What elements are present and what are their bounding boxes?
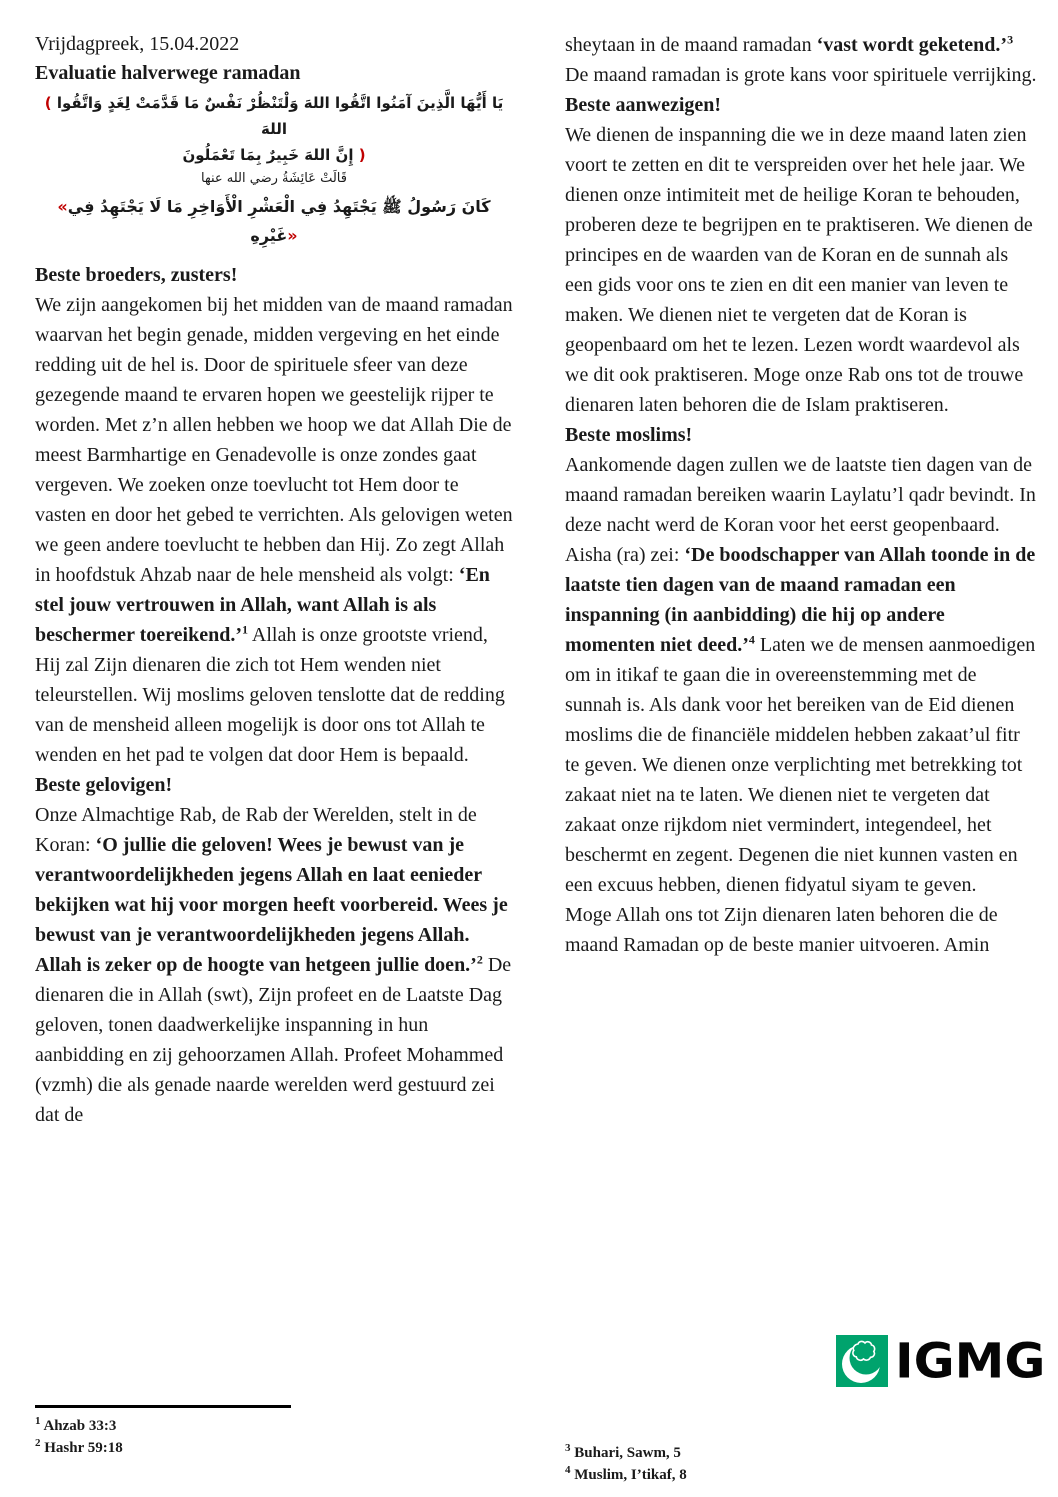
arabic-hadith-line [35, 192, 513, 250]
paragraph [565, 900, 1037, 960]
open-bracket: ( [44, 94, 52, 112]
footnote-text: Ahzab 33:3 [43, 1418, 117, 1434]
left-column [35, 30, 513, 1130]
text-segment: Beste moslims! [565, 424, 693, 446]
footnote-number: 3 [565, 1442, 571, 1454]
text-segment: We zijn aangekomen bij het midden van de maand ramadan waarvan het begin genade, midden vergeving en het einde redding uit de hel is. Door de spirituele sfeer van deze gezegende maand te ervaren hopen we geestelijk rijper te worden. Met z’n allen hebben we hoop we dat Allah Die de meest Barmhartige en Genadevolle is onze zondes gaat vergeven. We zoeken onze toevlucht tot Hem door te vasten en door het gebed te verrichten. Als gelovigen weten we geen andere toevlucht te hebben dan Hij. Zo zegt Allah in hoofdstuk Ahzab naar de hele mensheid als volgt: [35, 294, 513, 586]
text-segment: Moge Allah ons tot Zijn dienaren laten behoren die de maand Ramadan op de beste manier uitvoeren. Amin [565, 904, 998, 956]
text-segment: Beste aanwezigen! [565, 94, 722, 116]
text-segment: Allah is onze grootste vriend, Hij zal Zijn dienaren die zich tot Hem wenden niet teleurstellen. Wij moslims geloven tenslotte dat de redding van de mensheid alleen mogelijk is door ons tot Allah te wenden en het pad te volgen dat door Hem is bepaald. [35, 624, 505, 766]
footnote-number: 2 [35, 1437, 41, 1449]
section-heading [565, 90, 1037, 120]
arabic-quote-block [35, 90, 513, 250]
footnote-item [565, 1442, 687, 1464]
footnote-item [35, 1437, 291, 1459]
igmg-logo [836, 1335, 1045, 1387]
page-title: Evaluatie halverwege ramadan [35, 62, 301, 84]
arabic-verse-text-1: يَا أَيُّهَا الَّذِينَ آمَنُوا اتَّقُوا اللهَ وَلْتَنْظُرْ نَفْسٌ مَا قَدَّمَتْ لِغَدٍ وَاتَّقُوا اللهَ [56, 94, 504, 138]
text-segment: De maand ramadan is grote kans voor spirituele verrijking. [565, 64, 1037, 86]
paragraph [565, 450, 1037, 900]
guillemet-open: « [57, 197, 68, 216]
arabic-verse-line-2 [35, 142, 513, 168]
right-column-text [565, 30, 1037, 960]
paragraph [565, 120, 1037, 420]
arabic-verse-text-2: إِنَّ اللهَ خَبِيرٌ بِمَا تَعْمَلُونَ [182, 146, 354, 164]
text-segment: Beste gelovigen! [35, 774, 173, 796]
footnote-ref: 2 [476, 952, 483, 967]
section-heading [565, 420, 1037, 450]
text-segment: Beste broeders, zusters! [35, 264, 238, 286]
paragraph [565, 60, 1037, 90]
left-column-text [35, 260, 513, 1130]
footnote-number: 1 [35, 1415, 41, 1427]
arabic-verse-line-1 [35, 90, 513, 142]
paragraph [565, 30, 1037, 60]
right-column [565, 30, 1037, 960]
footnote-item [565, 1464, 687, 1486]
date-line: Vrijdagpreek, 15.04.2022 [35, 33, 240, 55]
footnote-text: Muslim, I’tikaf, 8 [574, 1467, 687, 1483]
footnote-number: 4 [565, 1464, 571, 1476]
igmg-wordmark: IGMG [895, 1333, 1046, 1389]
footnote-text: Hashr 59:18 [44, 1440, 123, 1456]
arabic-narrator-line: قَالَتْ عَائِشَةُ رضي الله عنها [201, 171, 347, 186]
paragraph [35, 290, 513, 770]
arabic-hadith-text: كَانَ رَسُولُ ﷺ يَجْتَهِدُ فِي الْعَشْرِ الْأَوَاخِرِ مَا لَا يَجْتَهِدُ فِي غَيْرِهِ [67, 197, 491, 245]
igmg-crescent-icon [836, 1335, 888, 1387]
paragraph [35, 800, 513, 1130]
footnote-ref: 1 [241, 622, 248, 637]
text-segment: We dienen de inspanning die we in deze maand laten zien voort te zetten en dit te verspreiden over het hele jaar. We dienen onze intimiteit met de heilige Koran te behouden, proberen deze te begrijpen en te praktiseren. We dienen de principes en de waarden van de Koran en de sunnah als een gids voor ons te zien en dit een manier van leven te maken. We dienen niet te vergeten dat de Koran is geopenbaard om het te lezen. Lezen wordt waardevol als we dit ook praktiseren. Moge onze Rab ons tot de trouwe dienaren laten behoren die de Islam praktiseren. [565, 124, 1033, 416]
text-segment: ‘O jullie die geloven! Wees je bewust van je verantwoordelijkheden jegens Allah en laat eenieder bekijken wat hij voor morgen heeft voorbereid. Wees je bewust van je verantwoordelijkheden jegens Allah. Allah is zeker op de hoogte van hetgeen jullie doen.’ [35, 834, 508, 976]
text-segment: ‘vast wordt geketend.’ [816, 34, 1008, 56]
guillemet-close: » [287, 226, 298, 245]
text-segment: ‘En stel jouw vertrouwen in Allah, want Allah is als beschermer toereikend.’ [35, 564, 490, 646]
footnotes-right [565, 1442, 687, 1486]
text-segment: Laten we de mensen aanmoedigen om in itikaf te gaan die in overeenstemming met de sunnah is. Als dank voor het bereiken van de Eid dienen moslims die de financiële middelen hebben zakaat’ul fitr te geven. We dienen onze verplichting met betrekking tot zakaat niet na te laten. We dienen niet te vergeten dat zakaat onze rijkdom niet vermindert, integendeel, het beschermt en zegent. Degenen die niet kunnen vasten en een excuus hebben, dienen fidyatul siyam te geven. [565, 634, 1036, 896]
close-bracket: ) [358, 146, 366, 164]
footnote-ref: 4 [748, 632, 755, 647]
text-segment: ‘De boodschapper van Allah toonde in de laatste tien dagen van de maand ramadan een inspanning (in aanbidding) die hij op andere momenten niet deed.’ [565, 544, 1036, 656]
text-segment: Onze Almachtige Rab, de Rab der Werelden, stelt in de Koran: [35, 804, 477, 856]
footnote-divider [35, 1405, 291, 1408]
footnote-ref: 3 [1007, 32, 1014, 47]
footnote-text: Buhari, Sawm, 5 [574, 1445, 681, 1461]
footnotes-left [35, 1405, 291, 1459]
section-heading [35, 770, 513, 800]
section-heading [35, 260, 513, 290]
text-segment: De dienaren die in Allah (swt), Zijn profeet en de Laatste Dag geloven, tonen daadwerkelijke inspanning in hun aanbidding en zij gehoorzamen Allah. Profeet Mohammed (vzmh) die als genade naarde werelden werd gestuurd zei dat de [35, 954, 512, 1126]
footnote-item [35, 1415, 291, 1437]
text-segment: sheytaan in de maand ramadan [565, 34, 817, 56]
text-segment: Aankomende dagen zullen we de laatste tien dagen van de maand ramadan bereiken waarin Laylatu’l qadr bevindt. In deze nacht werd de Koran voor het eerst geopenbaard. Aisha (ra) zei: [565, 454, 1036, 566]
